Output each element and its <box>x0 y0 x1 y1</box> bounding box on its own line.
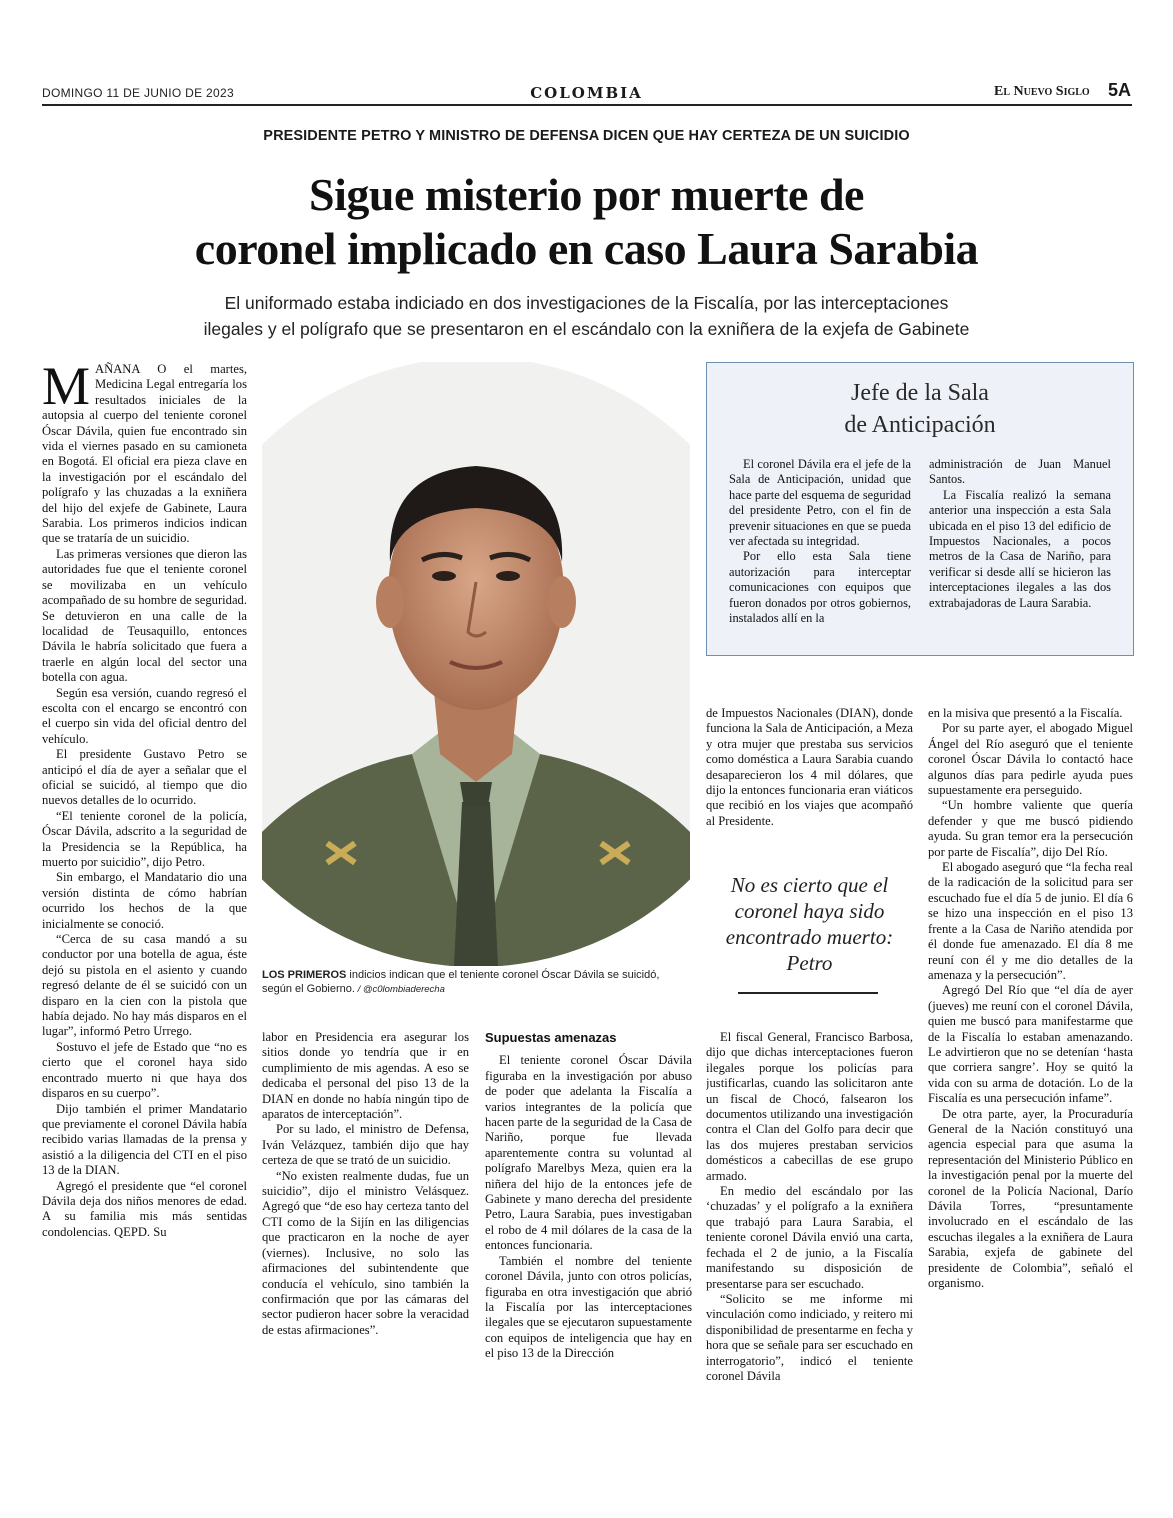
sidebar-title: Jefe de la Sala de Anticipación <box>844 380 996 438</box>
caption-text: indicios indican que el teniente coronel Óscar Dávila se suicidó, según el Gobierno. <box>262 969 660 995</box>
pull-quote-rule <box>738 992 878 994</box>
article-column-1 <box>42 362 247 1437</box>
paragraph: labor en Presidencia era asegurar los sitios donde yo tendría que ir en cumplimiento de mis agendas. A eso se dedicaba el personal del piso 13 de la DIAN en donde no había ningún tipo de aparatos de interceptación”. <box>262 1030 469 1122</box>
section-subtitle: Supuestas amenazas <box>485 1030 617 1045</box>
paragraph: Sostuvo el jefe de Estado que “no es cierto que el coronel haya sido encontrado muerto ni que haya dos disparos en su cuerpo”. <box>42 1039 247 1101</box>
paragraph: Las primeras versiones que dieron las autoridades fue que el teniente coronel se movilizaba en un vehículo acompañado de su hombre de seguridad. Se detuvieron en una calle de la localidad de Teusaquillo, entonces Dávila le habría solicitado que fuera a traerle en algún local del sector una botella con agua. <box>42 546 247 685</box>
paragraph: El teniente coronel Óscar Dávila figuraba en la investigación por abuso de poder que adelanta la Fiscalía a varios integrantes de la policía que hacen parte de la seguridad de la Casa de Nariño, porque fue llevada aparentemente contra su voluntad al polígrafo Marelbys Meza, quien era la niñera del hijo de la entonces jefe de Gabinete y mano derecha del presidente Petro, Laura Sarabia, pues investigaban el robo de 4 mil dólares de la casa de la entonces funcionaria. <box>485 1053 692 1253</box>
paragraph: El abogado aseguró que “la fecha real de la radicación de la solicitud para ser escuchado fue el día 5 de junio. El día 6 se hizo una inspección en el piso 13 frente a la Casa de Nariño atendida por él donde fue amenazado. El día 8 me reuní con él y me dio detalles de la amenaza y la persecución”. <box>928 860 1133 982</box>
headline-line-2: coronel implicado en caso Laura Sarabia <box>194 223 979 274</box>
paragraph: “No existen realmente dudas, fue un suicidio”, dijo el ministro Velásquez. Agregó que “de eso hay certeza tanto del CTI como de la Sijín en las diligencias que practicaron en la noche de ayer (viernes). Inclusive, no solo las afirmaciones del subintendente que conducía el vehículo, sino también la confirmación que por las cámaras del sector pudieron hacer sobre la veracidad de estas afirmaciones”. <box>262 1168 469 1337</box>
paragraph: de Impuestos Nacionales (DIAN), donde funciona la Sala de Anticipación, a Meza y otra mujer que prestaba sus servicios como doméstica a Laura Sarabia cuando desaparecieron los 4 mil dólares, que dijo la entonces funcionaria eran viáticos que recibió en los viajes que acompañó al Presidente. <box>706 706 913 828</box>
paragraph: De otra parte, ayer, la Procuraduría General de la Nación constituyó una agencia especial para que asuma la representación del Ministerio Público en la investigación penal por la muerte del coronel de la Policía Nacional, Darío Dávila Torres, “presuntamente involucrado en el escándalo de las escuchas ilegales a la exniñera de Laura Sarabia, exjefa de gabinete del presidente de Colombia”, señaló el organismo. <box>928 1106 1133 1291</box>
paragraph: Sin embargo, el Mandatario dio una versión distinta de cómo habrían ocurrido los hechos de la que inicialmente se conoció. <box>42 870 247 931</box>
paragraph: En medio del escándalo por las ‘chuzadas’ y el polígrafo a la exniñera que trabajó para Laura Sarabia, el teniente coronel Dávila envió una carta, fechada el 2 de junio, a la Fiscalía manifestando su disposición de presentarse para ser escuchado. <box>706 1184 913 1291</box>
article-column-3 <box>485 1030 692 1440</box>
paragraph: El fiscal General, Francisco Barbosa, dijo que dichas interceptaciones fueron ilegales porque los policías para justificarlas, cuando las solicitaron ante un fiscal de Chocó, falsearon los documentos utilizando una investigación contra el Clan del Golfo para decir que las dos mujeres prestaban servicios domésticos a cabecillas de ese grupo armado. <box>706 1030 913 1183</box>
paragraph: administración de Juan Manuel Santos. <box>929 457 1111 487</box>
masthead-rule <box>42 104 1132 106</box>
paragraph: “Un hombre valiente que quería defender y que me buscó pidiendo ayuda. Su gran temor era la persecución por parte de Fiscalía”, dijo Del Río. <box>928 798 1133 859</box>
subhead <box>120 290 1053 342</box>
sidebar-column-right <box>929 457 1111 653</box>
headline-line-1: Sigue misterio por muerte de <box>309 169 864 220</box>
paragraph: MAÑANA O el martes, Medicina Legal entregaría los resultados iniciales de la autopsia al cuerpo del teniente coronel Óscar Dávila, quien fue encontrado sin vida el viernes pasado en su camioneta en Bogotá. El oficial era pieza clave en la investigación por el escándalo del polígrafo y las chuzadas a la exniñera del hijo del exjefe de Gabinete, Laura Sarabia. Los primeros indicios indican que se trataría de un suicidio. <box>42 362 247 546</box>
article-column-4-top <box>706 706 913 856</box>
subhead-line-1: El uniformado estaba indiciado en dos investigaciones de la Fiscalía, por las interceptaciones <box>224 293 949 313</box>
paragraph: “Solicito se me informe mi vinculación como indiciado, y reitero mi disponibilidad de presentarme en fecha y hora que se señale para ser escuchado en interrogatorio”, indicó el teniente coronel Dávila <box>706 1291 913 1383</box>
paragraph: Agregó Del Río que “el día de ayer (jueves) me reuní con el coronel Dávila, quien me buscó para manifestarme que de la Fiscalía lo estaban amenazando. Le advirtieron que no se detenían ‘hasta que corriera sangre’. Hoy se quitó la vida con su arma de dotación. Lo de la Fiscalía es una persecución infame”. <box>928 983 1133 1106</box>
photo-caption <box>262 968 690 997</box>
paragraph: Dijo también el primer Mandatario que previamente el coronel Dávila había recibido varias llamadas de la prensa y asistió a la diligencia del CTI en el piso 13 de la DIAN. <box>42 1101 247 1178</box>
paragraph: “Cerca de su casa mandó a su conductor por una botella de agua, éste dejó su pistola en el asiento y cuando regresó delante de él se suicidó con un disparo en la cien con la pistola que había dejado. No hay más disparos en el lugar”, informó Petro Urrego. <box>42 932 247 1039</box>
paragraph: en la misiva que presentó a la Fiscalía. <box>928 706 1123 720</box>
caption-credit: / @c0lombiaderecha <box>354 984 445 995</box>
paragraph: Por su parte ayer, el abogado Miguel Ángel del Río aseguró que el teniente coronel Óscar Dávila lo contactó hace algunos días para pedirle ayuda pues supuestamente era perseguido. <box>928 721 1133 798</box>
newspaper-name: El Nuevo Siglo <box>994 84 1090 99</box>
paragraph: Por su lado, el ministro de Defensa, Iván Velázquez, también dijo que hay certeza de que se trató de un suicidio. <box>262 1122 469 1168</box>
paragraph: Por ello esta Sala tiene autorización para interceptar comunicaciones con equipos que fueron donados por otros gobiernos, instalados allí en la <box>729 549 911 626</box>
kicker: PRESIDENTE PETRO Y MINISTRO DE DEFENSA DICEN QUE HAY CERTEZA DE UN SUICIDIO <box>263 128 910 144</box>
issue-date: DOMINGO 11 DE JUNIO DE 2023 <box>42 86 234 100</box>
headline <box>60 168 1113 276</box>
paragraph: El coronel Dávila era el jefe de la Sala de Anticipación, unidad que hace parte del esquema de seguridad del presidente Petro, con el fin de prevenir situaciones en que se pueda ver afectada su integridad. <box>729 457 911 549</box>
article-column-4-bottom <box>706 1030 913 1440</box>
paragraph: La Fiscalía realizó la semana anterior una inspección a esta Sala ubicada en el piso 13 del edificio de Impuestos Nacionales, a pocos metros de la Casa de Nariño, para verificar si desde allí se hicieron las interceptaciones ilegales a las dos extrabajadoras de Laura Sarabia. <box>929 487 1111 610</box>
pull-quote: No es cierto que el coronel haya sido encontrado muerto: Petro <box>725 873 894 975</box>
paragraph: Según esa versión, cuando regresó el escolta con el encargo se encontró con el cuerpo sin vida del oficial dentro del vehículo. <box>42 685 247 746</box>
caption-lead: LOS PRIMEROS <box>262 969 347 981</box>
sidebar-column-left <box>729 457 911 653</box>
paragraph: “El teniente coronel de la policía, Óscar Dávila, adscrito a la seguridad de la Presidencia se la República, ha muerto por suicidio”, dijo Petro. <box>42 808 247 869</box>
paragraph: Agregó el presidente que “el coronel Dávila deja dos niños menores de edad. A su familia mis más sentidas condolencias. QEPD. Su <box>42 1178 247 1239</box>
page-number: 5A <box>1108 80 1132 100</box>
officer-portrait-photo <box>262 362 690 966</box>
drop-cap: M <box>42 362 91 416</box>
paragraph: También el nombre del teniente coronel Dávila, junto con otros policías, figuraba en otra investigación que abrió la Fiscalía por las interceptaciones ilegales que se ejecutaron supuestamente con equipos de inteligencia que hay en el piso 13 de la Dirección <box>485 1253 692 1361</box>
article-column-5 <box>928 706 1133 1441</box>
portrait-illustration <box>262 362 690 966</box>
section-name: COLOMBIA <box>530 84 643 102</box>
article-column-2 <box>262 1030 469 1440</box>
sidebar-box <box>706 362 1134 656</box>
paragraph: El presidente Gustavo Petro se anticipó el día de ayer a señalar que el oficial se suicidó, al tiempo que dio nuevos detalles de lo ocurrido. <box>42 747 247 808</box>
subhead-line-2: ilegales y el polígrafo que se presentaron en el escándalo con la exniñera de la exjefa de Gabinete <box>203 319 970 339</box>
